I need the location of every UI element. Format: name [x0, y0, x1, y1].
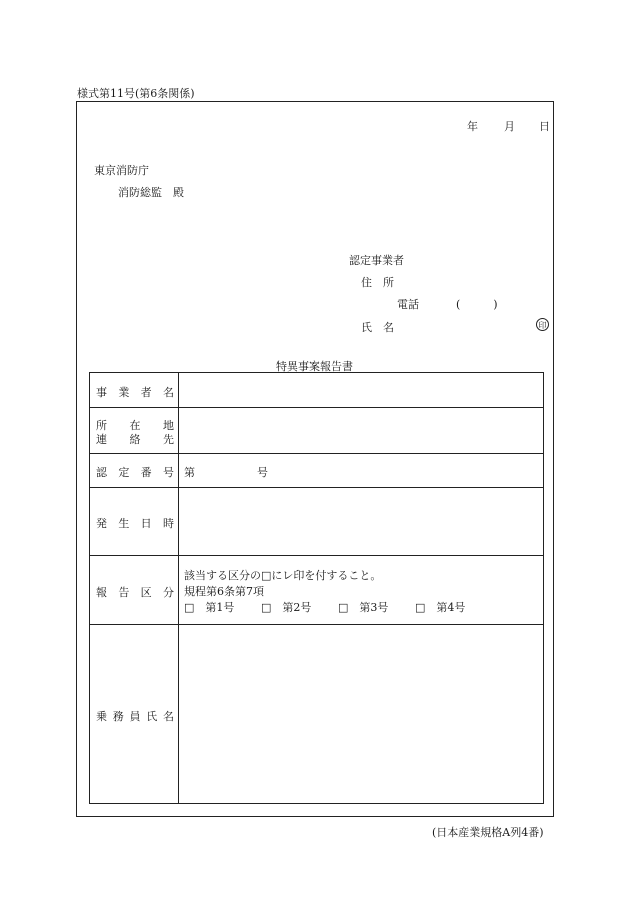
label-contact: 連 絡 先	[96, 433, 174, 446]
label-cert-number: 認 定 番 号	[96, 466, 174, 479]
form-number: 様式第11号(第6条関係)	[77, 87, 195, 100]
cert-number-suffix: 号	[257, 466, 268, 479]
cert-number-prefix: 第	[184, 466, 195, 479]
option-3[interactable]: □ 第3号	[338, 601, 389, 614]
option-2[interactable]: □ 第2号	[261, 601, 312, 614]
label-business-name: 事 業 者 名	[96, 386, 174, 399]
label-report-type: 報 告 区 分	[96, 586, 174, 599]
label-location: 所 在 地	[96, 419, 174, 432]
addressee-org: 東京消防庁	[94, 164, 149, 177]
report-type-rule: 規程第6条第7項	[184, 585, 264, 598]
phone-label: 電話	[397, 298, 419, 311]
option-4[interactable]: □ 第4号	[415, 601, 466, 614]
report-type-instruction: 該当する区分の□にレ印を付すること。	[184, 569, 382, 582]
footer-note: (日本産業規格A列4番)	[432, 826, 544, 839]
address-label: 住 所	[361, 276, 394, 289]
date-month: 月	[504, 120, 515, 133]
date-day: 日	[539, 120, 550, 133]
label-crew: 乗 務 員 氏 名	[96, 710, 174, 723]
phone-parens: ( )	[456, 298, 498, 311]
label-occurrence: 発 生 日 時	[96, 517, 174, 530]
applicant-heading: 認定事業者	[349, 254, 404, 267]
addressee-title: 消防総監 殿	[118, 186, 184, 199]
document-title: 特異事案報告書	[276, 360, 353, 373]
name-label: 氏 名	[361, 321, 394, 334]
option-1[interactable]: □ 第1号	[184, 601, 235, 614]
seal-mark: 印	[536, 318, 549, 331]
date-year: 年	[467, 120, 478, 133]
report-table	[89, 372, 544, 804]
